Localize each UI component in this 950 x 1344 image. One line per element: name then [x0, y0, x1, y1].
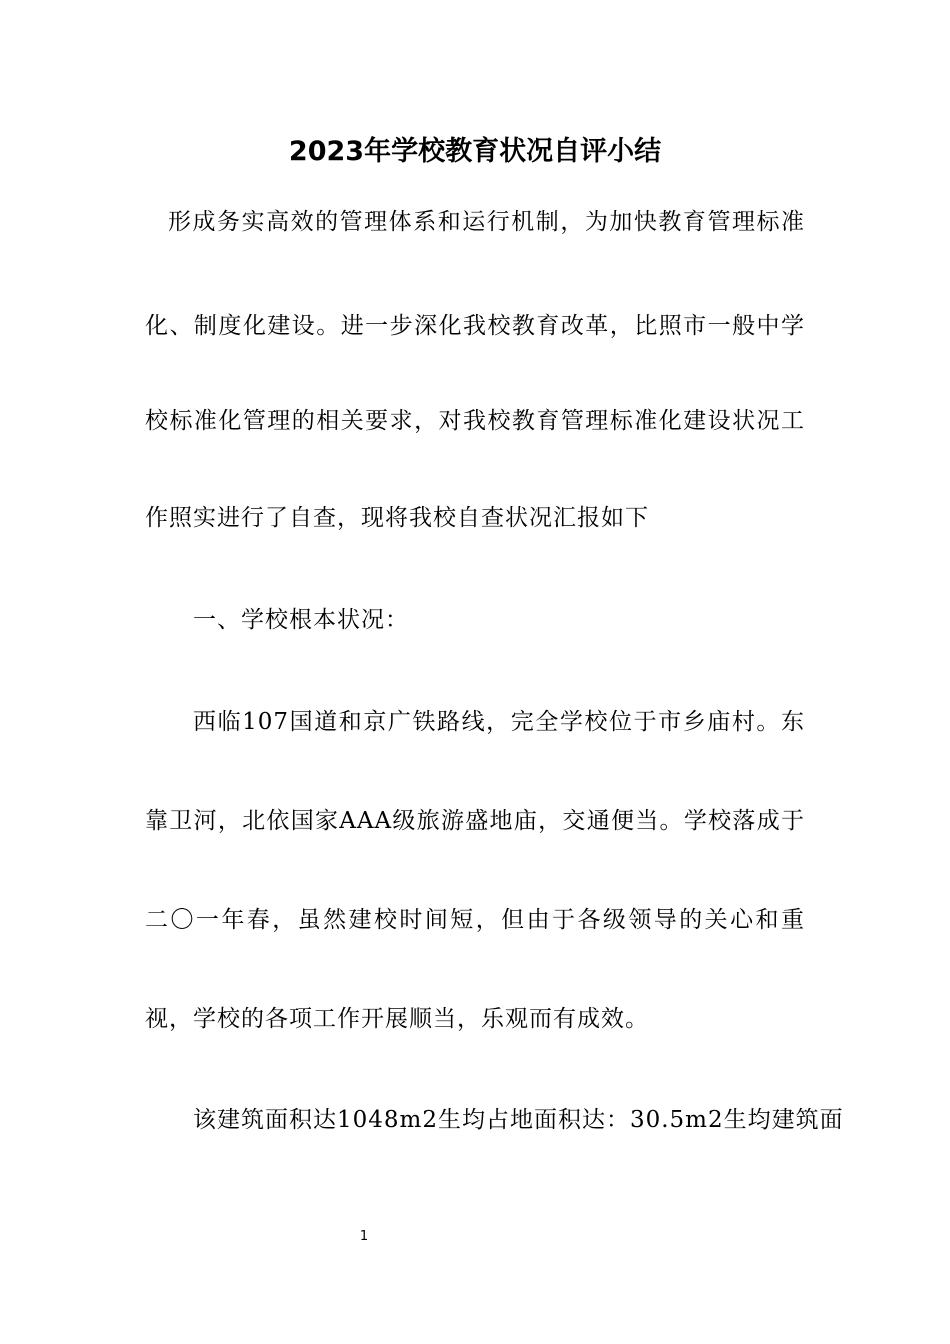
section-heading: 一、学校根本状况：: [193, 607, 409, 633]
paragraph-line: 视，学校的各项工作开展顺当，乐观而有成效。: [145, 1006, 649, 1032]
paragraph-line: 西临107国道和京广铁路线，完全学校位于市乡庙村。东: [193, 709, 805, 735]
document-title: 2023年学校教育状况自评小结: [288, 136, 662, 167]
paragraph-line: 二〇一年春，虽然建校时间短，但由于各级领导的关心和重: [145, 907, 805, 933]
paragraph-line: 该建筑面积达1048m2生均占地面积达：30.5m2生均建筑面: [193, 1107, 844, 1133]
page-number: 1: [359, 1229, 369, 1244]
paragraph-line: 靠卫河，北依国家AAA级旅游盛地庙，交通便当。学校落成于: [145, 808, 805, 834]
paragraph-line: 校标准化管理的相关要求，对我校教育管理标准化建设状况工: [145, 408, 805, 434]
paragraph-line: 形成务实高效的管理体系和运行机制，为加快教育管理标准: [168, 209, 805, 235]
paragraph-line: 化、制度化建设。进一步深化我校教育改革，比照市一般中学: [145, 313, 805, 339]
paragraph-line: 作照实进行了自查，现将我校自查状况汇报如下: [145, 505, 649, 531]
